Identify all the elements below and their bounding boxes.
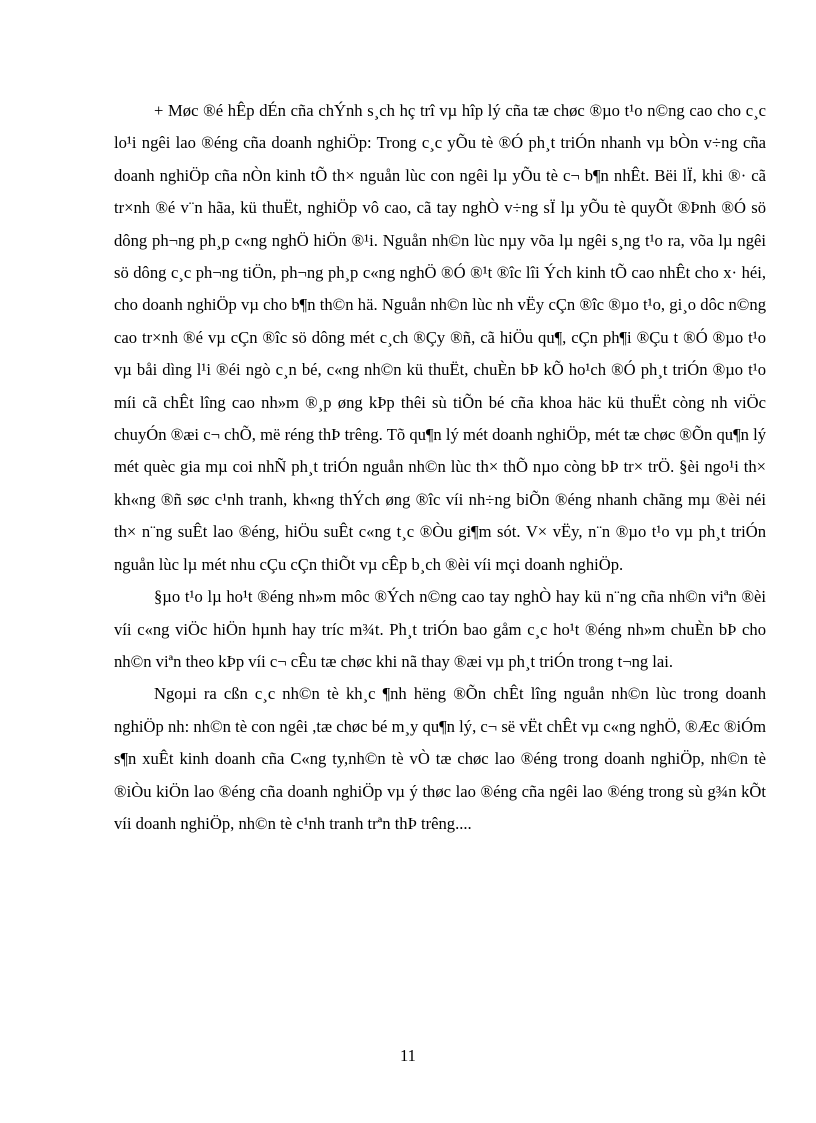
page-number: 11 [400,1046,416,1065]
paragraph-training-definition: §µo t¹o lµ ho¹t ®éng nh»m môc ®Ých n©ng cao tay nghÒ hay kü n¨ng cña nh©n viªn ®èi víi c«ng viÖc hiÖn hµnh hay tríc m¾t. Ph¸t triÓn bao gåm c¸c ho¹t ®éng nh»m chuÈn bÞ cho nh©n viªn theo kÞp víi c¬ cÊu tæ chøc khi nã thay ®æi vµ ph¸t triÓn trong t¬ng lai. [114,587,766,671]
paragraph-other-factors: Ngoµi ra cßn c¸c nh©n tè kh¸c ¶nh hëng ®Õn chÊt lîng nguån nh©n lùc trong doanh nghiÖp nh: nh©n tè con ngêi ,tæ chøc bé m¸y qu¶n lý, c¬ së vËt chÊt vµ c«ng nghÖ, ®Æc ®iÓm s¶n xuÊt kinh doanh cña C«ng ty,nh©n tè vÒ tæ chøc lao ®éng trong doanh nghiÖp, nh©n tè ®iÒu kiÖn lao ®éng cña doanh nghiÖp vµ ý thøc lao ®éng cña ngêi lao ®éng trong sù g¾n kÕt víi doanh nghiÖp, nh©n tè c¹nh tranh trªn thÞ trêng.... [114,684,766,833]
paragraph-training-policy: + Møc ®é hÊp dÉn cña chÝnh s¸ch hç trî vµ hîp lý cña tæ chøc ®µo t¹o n©ng cao cho c¸c lo¹i ngêi lao ®éng cña doanh nghiÖp: Trong c¸c yÕu tè ®Ó ph¸t triÓn nhanh vµ bÒn v÷ng cña doanh nghiÖp cña nÒn kinh tÕ th× nguån lùc con ngêi lµ yÕu tè c¬ b¶n nhÊt. Bëi lÏ, khi ®· cã tr×nh ®é v¨n hãa, kü thuËt, nghiÖp vô cao, cã tay nghÒ v÷ng sÏ lµ yÕu tè quyÕt ®Þnh ®Ó sö dông ph¬ng ph¸p c«ng nghÖ hiÖn ®¹i. Nguån nh©n lùc nµy võa lµ ngêi s¸ng t¹o ra, võa lµ ngêi sö dông c¸c ph¬ng tiÖn, ph¬ng ph¸p c«ng nghÖ ®Ó ®¹t ®îc lîi Ých kinh tÕ cao nhÊt cho x· héi, cho doanh nghiÖp vµ cho b¶n th©n hä. Nguån nh©n lùc nh vËy cÇn ®îc ®µo t¹o, gi¸o dôc n©ng cao tr×nh ®é vµ cÇn ®îc sö dông mét c¸ch ®Çy ®ñ, cã hiÖu qu¶, cÇn ph¶i ®Çu t ®Ó ®µo t¹o vµ båi dìng l¹i ®éi ngò c¸n bé, c«ng nh©n kü thuËt, chuÈn bÞ kÕ ho¹ch ®Ó ph¸t triÓn ®µo t¹o míi cã chÊt lîng cao nh»m ®¸p øng kÞp thêi sù tiÕn bé cña khoa häc kü thuËt còng nh viÖc chuyÓn ®æi c¬ chÕ, më réng thÞ trêng. Tõ qu¶n lý mét doanh nghiÖp, mét tæ chøc ®Õn qu¶n lý mét quèc gia mµ coi nhÑ ph¸t triÓn nguån nh©n lùc th× thÕ nµo còng bÞ tr× trÖ. §èi ngo¹i th× kh«ng ®ñ søc c¹nh tranh, kh«ng thÝch øng ®îc víi nh÷ng biÕn ®éng nhanh chãng mµ ®èi néi th× n¨ng suÊt lao ®éng, hiÖu suÊt c«ng t¸c ®Òu gi¶m sót. V× vËy, n¨n ®µo t¹o vµ ph¸t triÓn nguån lùc lµ mét nhu cÇu cÇn thiÕt vµ cÊp b¸ch ®èi víi mçi doanh nghiÖp. [114,101,766,574]
document-body [114,95,766,840]
